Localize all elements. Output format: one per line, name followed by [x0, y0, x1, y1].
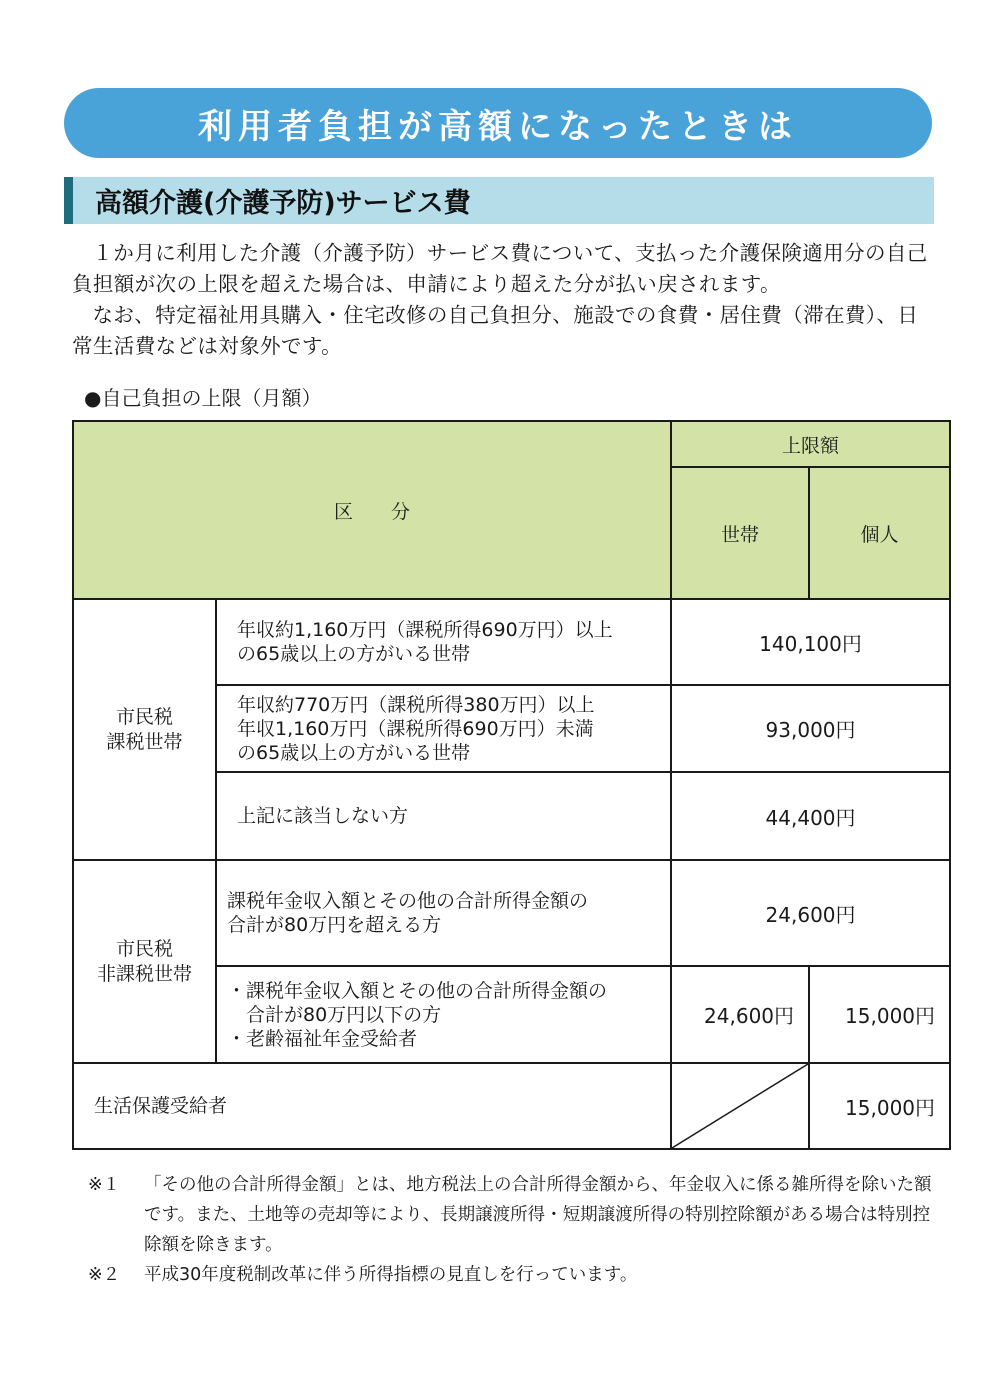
header-household: 世帯: [671, 467, 809, 599]
condition-cell: 年収約770万円（課税所得380万円）以上 年収1,160万円（課税所得690万円）未満 の65歳以上の方がいる世帯: [216, 685, 671, 772]
amount-cell: 93,000円: [671, 685, 950, 772]
diagonal-slash: [672, 1064, 808, 1148]
amount-cell: 44,400円: [671, 772, 950, 860]
amount-cell: 24,600円: [671, 860, 950, 966]
individual-amount-cell: 15,000円: [809, 966, 950, 1063]
section-title: 高額介護(介護予防)サービス費: [95, 188, 471, 219]
group-nontaxed-label: 市民税 非課税世帯: [73, 860, 216, 1063]
footnotes: [88, 1170, 938, 1290]
individual-amount-cell: 15,000円: [809, 1063, 950, 1149]
condition-cell: 年収約1,160万円（課税所得690万円）以上 の65歳以上の方がいる世帯: [216, 599, 671, 685]
header-individual: 個人: [809, 467, 950, 599]
footnote-text: 「その他の合計所得金額」とは、地方税法上の合計所得金額から、年金収入に係る雑所得を除いた額です。また、土地等の売却等により、長期譲渡所得・短期譲渡所得の特別控除額がある場合は特別控除額を除きます。: [144, 1175, 932, 1255]
footnote-mark: ※１: [88, 1175, 121, 1195]
table-caption: ●自己負担の上限（月額）: [84, 386, 322, 410]
copay-limit-table: [72, 420, 951, 1150]
amount-cell: 140,100円: [671, 599, 950, 685]
section-accent-bar: [64, 177, 73, 224]
section-heading: [64, 177, 934, 224]
footnote: [88, 1170, 938, 1260]
table-row: [73, 1063, 950, 1149]
intro-paragraph-2: なお、特定福祉用具購入・住宅改修の自己負担分、施設での食費・居住費（滞在費）、日常生活費などは対象外です。: [72, 303, 919, 358]
group-taxed-label: 市民税 課税世帯: [73, 599, 216, 860]
condition-cell: 上記に該当しない方: [216, 772, 671, 860]
not-applicable-cell: [671, 1063, 809, 1149]
condition-cell: 課税年金収入額とその他の合計所得金額の 合計が80万円を超える方: [216, 860, 671, 966]
intro-paragraph-1: １か月に利用した介護（介護予防）サービス費について、支払った介護保険適用分の自己負担額が次の上限を超えた場合は、申請により超えた分が払い戻されます。: [72, 241, 928, 296]
footnote-mark: ※２: [88, 1265, 121, 1285]
table-row: [73, 599, 950, 685]
footnote: [88, 1260, 938, 1290]
banner-title: 利用者負担が高額になったときは: [198, 106, 798, 147]
table-row: [73, 860, 950, 966]
header-category: 区 分: [73, 421, 671, 599]
household-amount-cell: 24,600円: [671, 966, 809, 1063]
header-limit: 上限額: [671, 421, 950, 467]
page-banner: [64, 88, 932, 158]
condition-cell: ・課税年金収入額とその他の合計所得金額の 合計が80万円以下の方 ・老齢福祉年金受給者: [216, 966, 671, 1063]
footnote-text: 平成30年度税制改革に伴う所得指標の見直しを行っています。: [144, 1265, 638, 1285]
intro-text: [72, 238, 932, 362]
welfare-label: 生活保護受給者: [73, 1063, 671, 1149]
